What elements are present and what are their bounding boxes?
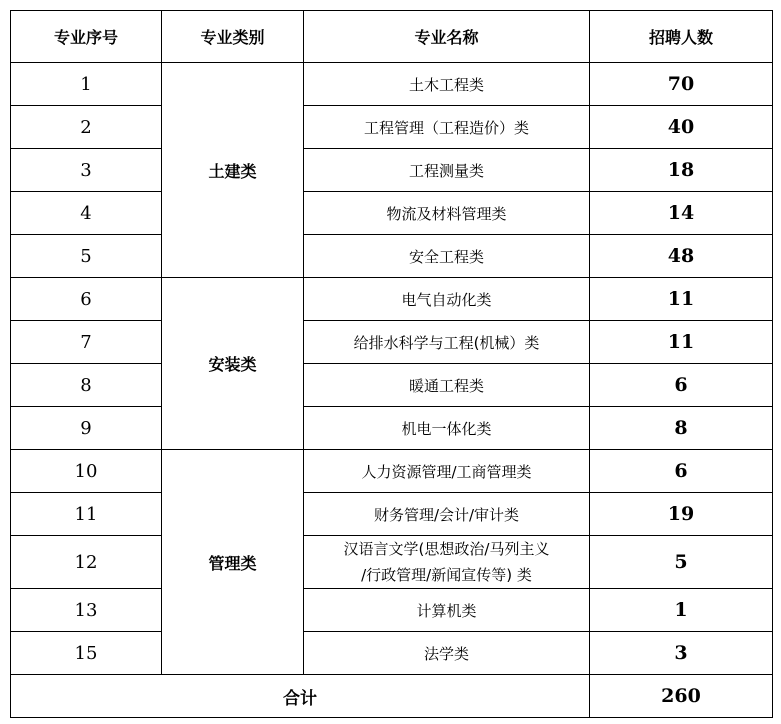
table-row bbox=[11, 536, 773, 589]
row-count: 8 bbox=[590, 407, 773, 450]
row-name-line2: /行政管理/新闻宣传等) 类 bbox=[361, 566, 532, 584]
row-count: 5 bbox=[590, 536, 773, 589]
row-count: 6 bbox=[590, 364, 773, 407]
row-seq: 5 bbox=[11, 235, 162, 278]
row-name: 给排水科学与工程(机械）类 bbox=[304, 321, 590, 364]
table-row bbox=[11, 63, 773, 106]
row-name: 财务管理/会计/审计类 bbox=[304, 493, 590, 536]
table-row bbox=[11, 235, 773, 278]
row-name: 法学类 bbox=[304, 632, 590, 675]
row-name: 土木工程类 bbox=[304, 63, 590, 106]
row-seq: 4 bbox=[11, 192, 162, 235]
row-name-line1: 汉语言文学(思想政治/马列主义 bbox=[343, 540, 550, 558]
table-row bbox=[11, 632, 773, 675]
row-count: 11 bbox=[590, 278, 773, 321]
table-row bbox=[11, 364, 773, 407]
row-count: 6 bbox=[590, 450, 773, 493]
row-name: 电气自动化类 bbox=[304, 278, 590, 321]
row-seq: 10 bbox=[11, 450, 162, 493]
category-cell: 安装类 bbox=[162, 278, 304, 450]
row-seq: 7 bbox=[11, 321, 162, 364]
row-name: 物流及材料管理类 bbox=[304, 192, 590, 235]
header-row bbox=[11, 11, 773, 63]
row-count: 19 bbox=[590, 493, 773, 536]
table-row bbox=[11, 493, 773, 536]
row-name: 工程测量类 bbox=[304, 149, 590, 192]
row-seq: 8 bbox=[11, 364, 162, 407]
row-seq: 15 bbox=[11, 632, 162, 675]
row-count: 11 bbox=[590, 321, 773, 364]
row-seq: 11 bbox=[11, 493, 162, 536]
row-name: 暖通工程类 bbox=[304, 364, 590, 407]
row-count: 14 bbox=[590, 192, 773, 235]
category-cell: 管理类 bbox=[162, 450, 304, 675]
row-seq: 12 bbox=[11, 536, 162, 589]
recruitment-table bbox=[10, 10, 773, 718]
row-name: 工程管理（工程造价）类 bbox=[304, 106, 590, 149]
table-row bbox=[11, 149, 773, 192]
header-count: 招聘人数 bbox=[590, 11, 773, 63]
row-count: 48 bbox=[590, 235, 773, 278]
header-name: 专业名称 bbox=[304, 11, 590, 63]
table-row bbox=[11, 106, 773, 149]
row-count: 1 bbox=[590, 589, 773, 632]
table-row bbox=[11, 450, 773, 493]
row-seq: 3 bbox=[11, 149, 162, 192]
total-count: 260 bbox=[590, 675, 773, 718]
row-seq: 1 bbox=[11, 63, 162, 106]
row-seq: 2 bbox=[11, 106, 162, 149]
table-row bbox=[11, 407, 773, 450]
row-name: 机电一体化类 bbox=[304, 407, 590, 450]
row-seq: 13 bbox=[11, 589, 162, 632]
row-count: 70 bbox=[590, 63, 773, 106]
row-seq: 6 bbox=[11, 278, 162, 321]
row-name: 人力资源管理/工商管理类 bbox=[304, 450, 590, 493]
row-count: 18 bbox=[590, 149, 773, 192]
header-category: 专业类别 bbox=[162, 11, 304, 63]
row-count: 3 bbox=[590, 632, 773, 675]
row-name bbox=[304, 536, 590, 589]
row-seq: 9 bbox=[11, 407, 162, 450]
table-row bbox=[11, 278, 773, 321]
category-cell: 土建类 bbox=[162, 63, 304, 278]
table-row bbox=[11, 589, 773, 632]
row-count: 40 bbox=[590, 106, 773, 149]
total-row bbox=[11, 675, 773, 718]
row-name: 计算机类 bbox=[304, 589, 590, 632]
table-row bbox=[11, 321, 773, 364]
header-seq: 专业序号 bbox=[11, 11, 162, 63]
row-name: 安全工程类 bbox=[304, 235, 590, 278]
total-label: 合计 bbox=[11, 675, 590, 718]
table-row bbox=[11, 192, 773, 235]
